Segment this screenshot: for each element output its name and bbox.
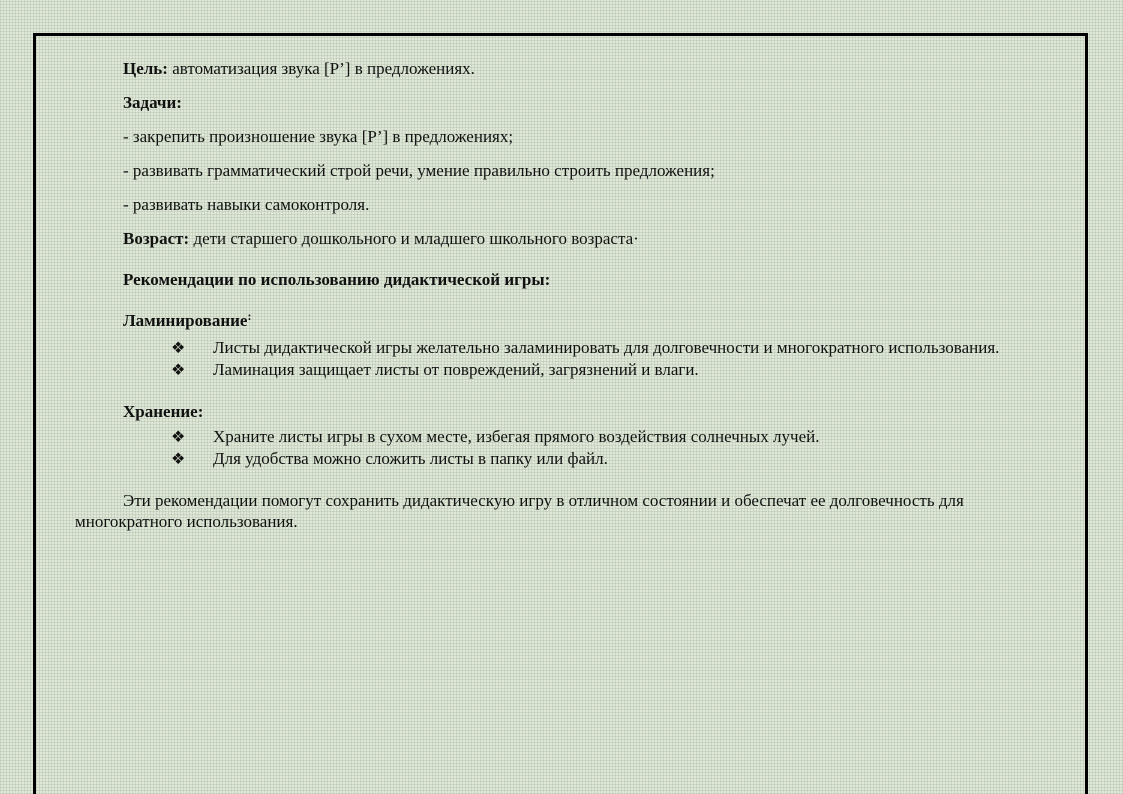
tasks-label: Задачи: [123,93,182,112]
lamination-label: Ламинирование [123,311,248,330]
recommendations-title: Рекомендации по использованию дидактической игры: [123,270,551,289]
task-item: - развивать навыки самоконтроля. [123,195,370,214]
storage-bullet-text: Для удобства можно сложить листы в папку или файл. [213,449,608,468]
age-label: Возраст: [123,229,190,248]
age-text: дети старшего дошкольного и младшего школьного возраста· [189,229,639,248]
lamination-heading [75,310,1055,331]
lamination-label-suffix: : [247,309,252,323]
storage-bullet [75,426,1055,448]
lamination-bullet [75,359,1055,381]
goal-paragraph [75,58,1055,79]
lamination-bullet-text: Листы дидактической игры желательно заламинировать для долговечности и многократного использования. [213,338,1000,357]
goal-text: автоматизация звука [Р’] в предложениях. [167,59,475,78]
storage-bullet-text: Храните листы игры в сухом месте, избегая прямого воздействия солнечных лучей. [213,427,820,446]
task-item: - закрепить произношение звука [Р’] в предложениях; [123,127,514,146]
diamond-bullet-icon: ❖ [171,362,186,379]
diamond-bullet-icon: ❖ [171,429,186,446]
lamination-bullet [75,337,1055,359]
diamond-bullet-icon: ❖ [171,451,186,468]
goal-label: Цель: [123,59,168,78]
task-item: - развивать грамматический строй речи, умение правильно строить предложения; [123,161,715,180]
storage-heading: Хранение: [123,402,204,421]
lamination-bullet-text: Ламинация защищает листы от повреждений, загрязнений и влаги. [213,360,699,379]
age-paragraph [75,228,1055,249]
diamond-bullet-icon: ❖ [171,340,186,357]
conclusion-paragraph: Эти рекомендации помогут сохранить дидактическую игру в отличном состоянии и обеспечат ее долговечность для многократного использования. [75,491,964,531]
storage-bullet [75,448,1055,470]
document-content [75,58,1055,532]
